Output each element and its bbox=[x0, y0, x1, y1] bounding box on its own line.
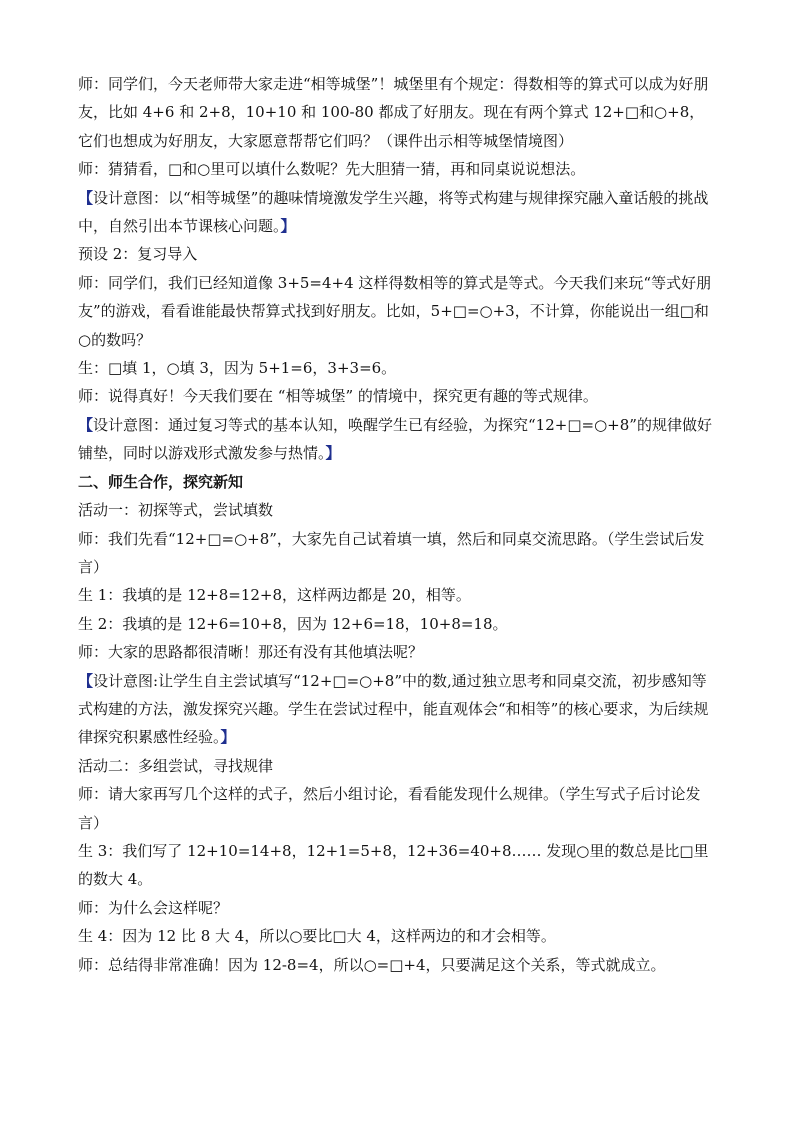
paragraph-17: 师：请大家再写几个这样的式子，然后小组讨论，看看能发现什么规律。（学生写式子后讨论发言） bbox=[78, 785, 701, 832]
paragraph-18: 生 3：我们写了 12+10=14+8，12+1=5+8，12+36=40+8…… 发现○里的数总是比□里的数大 4。 bbox=[78, 841, 709, 889]
design-intent-text: 设计意图:让学生自主尝试填写“12+□=○+8”中的数,通过独立思考和同桌交流，初步感知等式构建的方法，激发探究兴趣。学生在尝试过程中，能直观体会“和相等”的核心要求，为后续规律探究积累感性经验。 bbox=[78, 671, 709, 747]
design-intent-2 bbox=[78, 411, 718, 468]
paragraph-6: 生：□填 1，○填 3，因为 5+1=6，3+3=6。 bbox=[78, 359, 397, 378]
design-intent-text: 设计意图：以“相等城堡”的趣味情境激发学生兴趣，将等式构建与规律探究融入童话般的挑战中，自然引出本节课核心问题。 bbox=[78, 188, 709, 236]
section-heading: 二、师生合作，探究新知 bbox=[78, 472, 244, 491]
paragraph-21: 师：总结得非常准确！因为 12-8=4，所以○=□+4，只要满足这个关系，等式就成立。 bbox=[78, 955, 666, 974]
paragraph-16: 活动二：多组尝试，寻找规律 bbox=[78, 756, 274, 775]
paragraph-7: 师：说得真好！今天我们要在 “相等城堡” 的情境中，探究更有趣的等式规律。 bbox=[78, 387, 598, 406]
paragraph-13: 生 2：我填的是 12+6=10+8，因为 12+6=18，10+8=18。 bbox=[78, 614, 508, 633]
design-bracket-close: 】 bbox=[325, 444, 341, 463]
paragraph-2: 师：猜猜看，□和○里可以填什么数呢？先大胆猜一猜，再和同桌说说想法。 bbox=[78, 160, 586, 179]
design-intent-1 bbox=[78, 184, 718, 241]
paragraph-20: 生 4：因为 12 比 8 大 4，所以○要比□大 4，这样两边的和才会相等。 bbox=[78, 927, 556, 946]
paragraph-11: 师：我们先看“12+□=○+8”，大家先自己试着填一填，然后和同桌交流思路。（学生尝试后发言） bbox=[78, 529, 705, 576]
paragraph-19: 师：为什么会这样呢？ bbox=[78, 898, 229, 917]
design-bracket-open: 【 bbox=[78, 671, 94, 690]
page-bottom-space bbox=[78, 979, 718, 1099]
paragraph-10: 活动一：初探等式，尝试填数 bbox=[78, 501, 274, 520]
paragraph-14: 师：大家的思路都很清晰！那还有没有其他填法呢？ bbox=[78, 643, 424, 662]
design-intent-text: 设计意图：通过复习等式的基本认知，唤醒学生已有经验，为探究“12+□=○+8”的规律做好铺垫，同时以游戏形式激发参与热情。 bbox=[78, 415, 712, 463]
paragraph-4: 预设 2：复习导入 bbox=[78, 245, 198, 264]
design-bracket-open: 【 bbox=[78, 188, 94, 207]
paragraph-12: 生 1：我填的是 12+8=12+8，这样两边都是 20，相等。 bbox=[78, 586, 471, 605]
design-intent-3 bbox=[78, 667, 718, 752]
paragraph-1: 师：同学们，今天老师带大家走进“相等城堡”！城堡里有个规定：得数相等的算式可以成为好朋友，比如 4+6 和 2+8，10+10 和 100-80 都成了好朋友。现在有两个算式 12+□和○+8，它们也想成为好朋友，大家愿意帮帮它们吗？（课件出示相等城堡情境图） bbox=[78, 75, 709, 150]
design-bracket-close: 】 bbox=[220, 728, 236, 747]
paragraph-5: 师：同学们，我们已经知道像 3+5=4+4 这样得数相等的算式是等式。今天我们来玩“等式好朋友”的游戏，看看谁能最快帮算式找到好朋友。比如，5+□=○+3，不计算，你能说出一组□和○的数吗？ bbox=[78, 273, 712, 349]
design-bracket-close: 】 bbox=[280, 217, 296, 236]
document-body bbox=[78, 70, 718, 1099]
design-bracket-open: 【 bbox=[78, 415, 94, 434]
